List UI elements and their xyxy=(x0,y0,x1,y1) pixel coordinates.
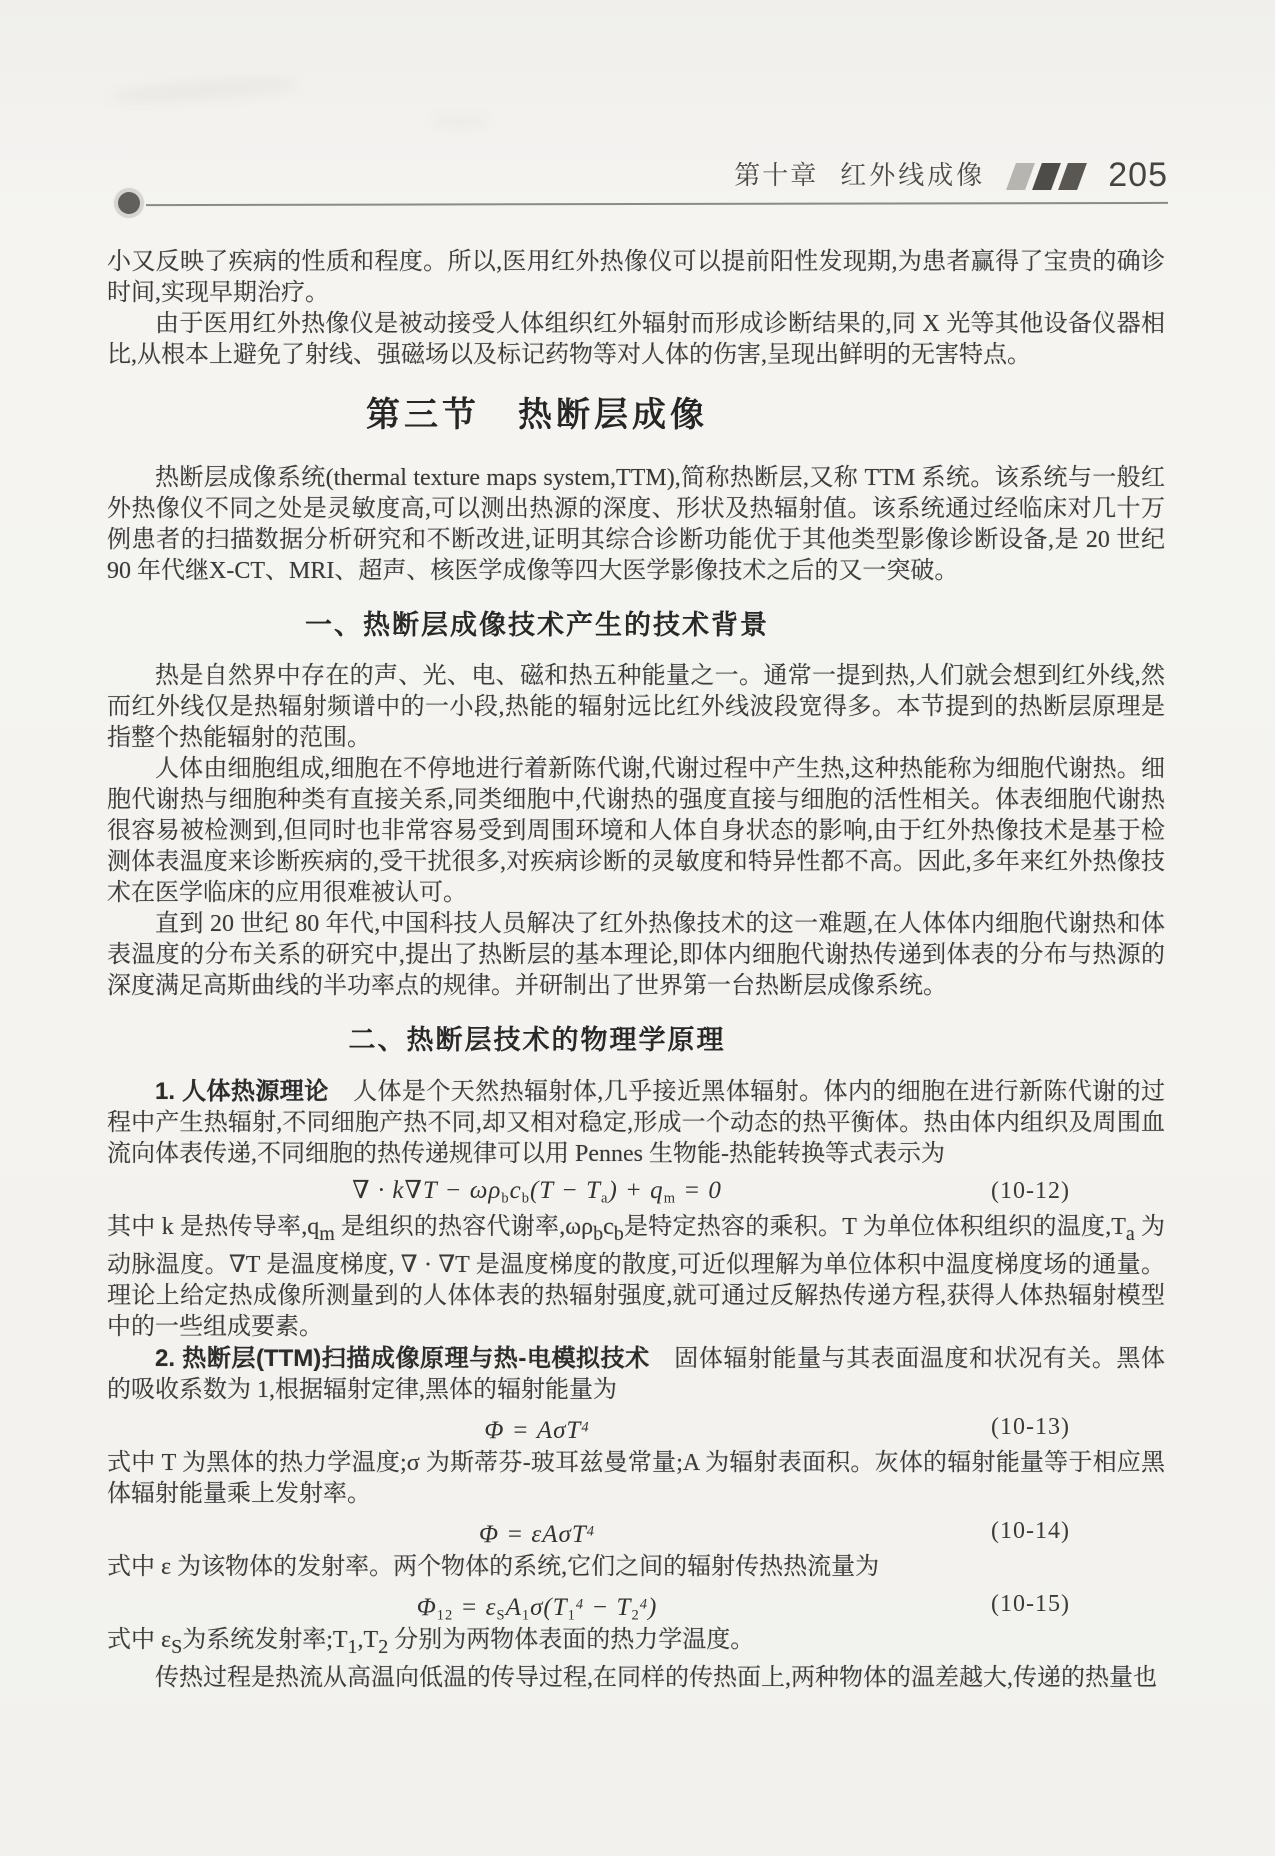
formula: $\Phi_{12} = \varepsilon_SA_1\sigma(T_1^4 - T_2^4)$ xyxy=(416,1593,658,1623)
equation-10-14 xyxy=(107,1515,1165,1547)
paragraph: 热是自然界中存在的声、光、电、磁和热五种能量之一。通常一提到热,人们就会想到红外线,然而红外线仅是热辐射频谱中的一小段,热能的辐射远比红外线波段宽得多。本节提到的热断层原理是指整个热能辐射的范围。 xyxy=(107,663,1165,751)
item-1-heading: 1. 人体热源理论 xyxy=(155,1078,329,1105)
item-1-text: 人体是个天然热辐射体,几乎接近黑体辐射。体内的细胞在进行新陈代谢的过程中产生热辐射,不同细胞产热不同,却又相对稳定,形成一个动态的热平衡体。热由体内组织及周围血流向体表传递,不同细胞的热传递规律可以用 Pennes 生物能-热能转换等式表示为 xyxy=(107,1079,1165,1167)
equation-10-12 xyxy=(107,1175,1165,1207)
paragraph: 由于医用红外热像仪是被动接受人体组织红外辐射而形成诊断结果的,同 X 光等其他设备仪器相比,从根本上避免了射线、强磁场以及标记药物等对人体的伤害,呈现出鲜明的无害特点。 xyxy=(107,311,1165,368)
equation-number: (10-14) xyxy=(991,1518,1070,1544)
equation-number: (10-12) xyxy=(991,1178,1070,1204)
paragraph: 式中 T 为黑体的热力学温度;σ 为斯蒂芬-玻耳兹曼常量;A 为辐射表面积。灰体的辐射能量等于相应黑体辐射能量乘上发射率。 xyxy=(107,1450,1165,1507)
paragraph: 人体由细胞组成,细胞在不停地进行着新陈代谢,代谢过程中产生热,这种热能称为细胞代谢热。细胞代谢热与细胞种类有直接关系,同类细胞中,代谢热的强度直接与细胞的活性相关。体表细胞代谢热很容易被检测到,但同时也非常容易受到周围环境和人体自身状态的影响,由于红外热像技术是基于检测体表温度来诊断疾病的,受干扰很多,对疾病诊断的灵敏度和特异性都不高。因此,多年来红外热像技术在医学临床的应用很难被认可。 xyxy=(107,756,1165,906)
paragraph xyxy=(107,1076,1165,1170)
formula: Φ = εAσT$^4$ xyxy=(478,1520,595,1548)
parallelogram-mark-icon xyxy=(1058,163,1087,190)
equation-10-13 xyxy=(107,1411,1165,1443)
header-bullet-icon xyxy=(118,192,140,214)
scan-artifact xyxy=(110,75,301,104)
equation-number: (10-15) xyxy=(991,1591,1070,1617)
paragraph: 式中 ε 为该物体的发射率。两个物体的系统,它们之间的辐射传热热流量为 xyxy=(107,1554,880,1580)
paragraph: 热断层成像系统(thermal texture maps system,TTM),简称热断层,又称 TTM 系统。该系统与一般红外热像仪不同之处是灵敏度高,可以测出热源的深度、形状及热辐射值。该系统通过经临床对几十万例患者的扫描数据分析研究和不断改进,证明其综合诊断功能优于其他类型影像诊断设备,是 20 世纪 90 年代继X-CT、MRI、超声、核医学成像等四大医学影像技术之后的又一突破。 xyxy=(107,465,1165,584)
formula: Φ = AσT$^4$ xyxy=(484,1416,590,1444)
chapter-title: 红外线成像 xyxy=(840,161,986,190)
equation-number: (10-13) xyxy=(991,1414,1070,1440)
scan-artifact xyxy=(430,118,490,126)
header-decoration-marks xyxy=(1011,163,1082,190)
paragraph: 传热过程是热流从高温向低温的传导过程,在同样的传热面上,两种物体的温差越大,传递的热量也 xyxy=(155,1665,1157,1691)
equation-10-15 xyxy=(107,1588,1165,1623)
item-2-text: 固体辐射能量与其表面温度和状况有关。黑体的吸收系数为 1,根据辐射定律,黑体的辐射能量为 xyxy=(107,1346,1165,1403)
header-rule xyxy=(146,202,1168,206)
paragraph: 式中 $\varepsilon_S$为系统发射率$;T_1,T_2$ 分别为两物体表面的热力学温度。 xyxy=(107,1627,755,1658)
page-number: 205 xyxy=(1108,156,1168,194)
chapter-label: 第十章 xyxy=(734,161,819,190)
paragraph: 直到 20 世纪 80 年代,中国科技人员解决了红外热像技术的这一难题,在人体体内细胞代谢热和体表温度的分布关系的研究中,提出了热断层的基本理论,即体内细胞代谢热传递到体表的分布与热源的深度满足高斯曲线的半功率点的规律。并研制出了世界第一台热断层成像系统。 xyxy=(107,911,1165,999)
page-content xyxy=(107,247,1165,1694)
parallelogram-mark-icon xyxy=(1006,163,1035,190)
item-2-heading: 2. 热断层(TTM)扫描成像原理与热-电模拟技术 xyxy=(155,1345,650,1372)
parallelogram-mark-icon xyxy=(1032,163,1061,190)
subsection-1-title: 一、热断层成像技术产生的技术背景 xyxy=(305,610,769,640)
formula: ∇ · $k\nabla T - \omega\rho_bc_b(T - T_a) + q_m = 0$ xyxy=(352,1177,722,1207)
paragraph: 小又反映了疾病的性质和程度。所以,医用红外热像仪可以提前阳性发现期,为患者赢得了宝贵的确诊时间,实现早期治疗。 xyxy=(107,249,1165,306)
section-title: 第三节 热断层成像 xyxy=(366,396,708,434)
paragraph xyxy=(107,1343,1165,1406)
header-row xyxy=(734,156,1168,192)
paragraph: 其中 k 是热传导率$,q_m$ 是组织的热容代谢率$,\omega\rho_bc_b$是特定热容的乘积。T 为单位体积组织的温度$,T_a$ 为动脉温度。∇T 是温度梯度, ∇ · ∇T 是温度梯度的散度,可近似理解为单位体积中温度梯度场的通量。理论上给定热成像所测量到的人体体表的热辐射强度,就可通过反解热传递方程,获得人体热辐射模型中的一些组成要素。 xyxy=(107,1214,1165,1340)
subsection-2-title: 二、热断层技术的物理学原理 xyxy=(348,1025,726,1055)
